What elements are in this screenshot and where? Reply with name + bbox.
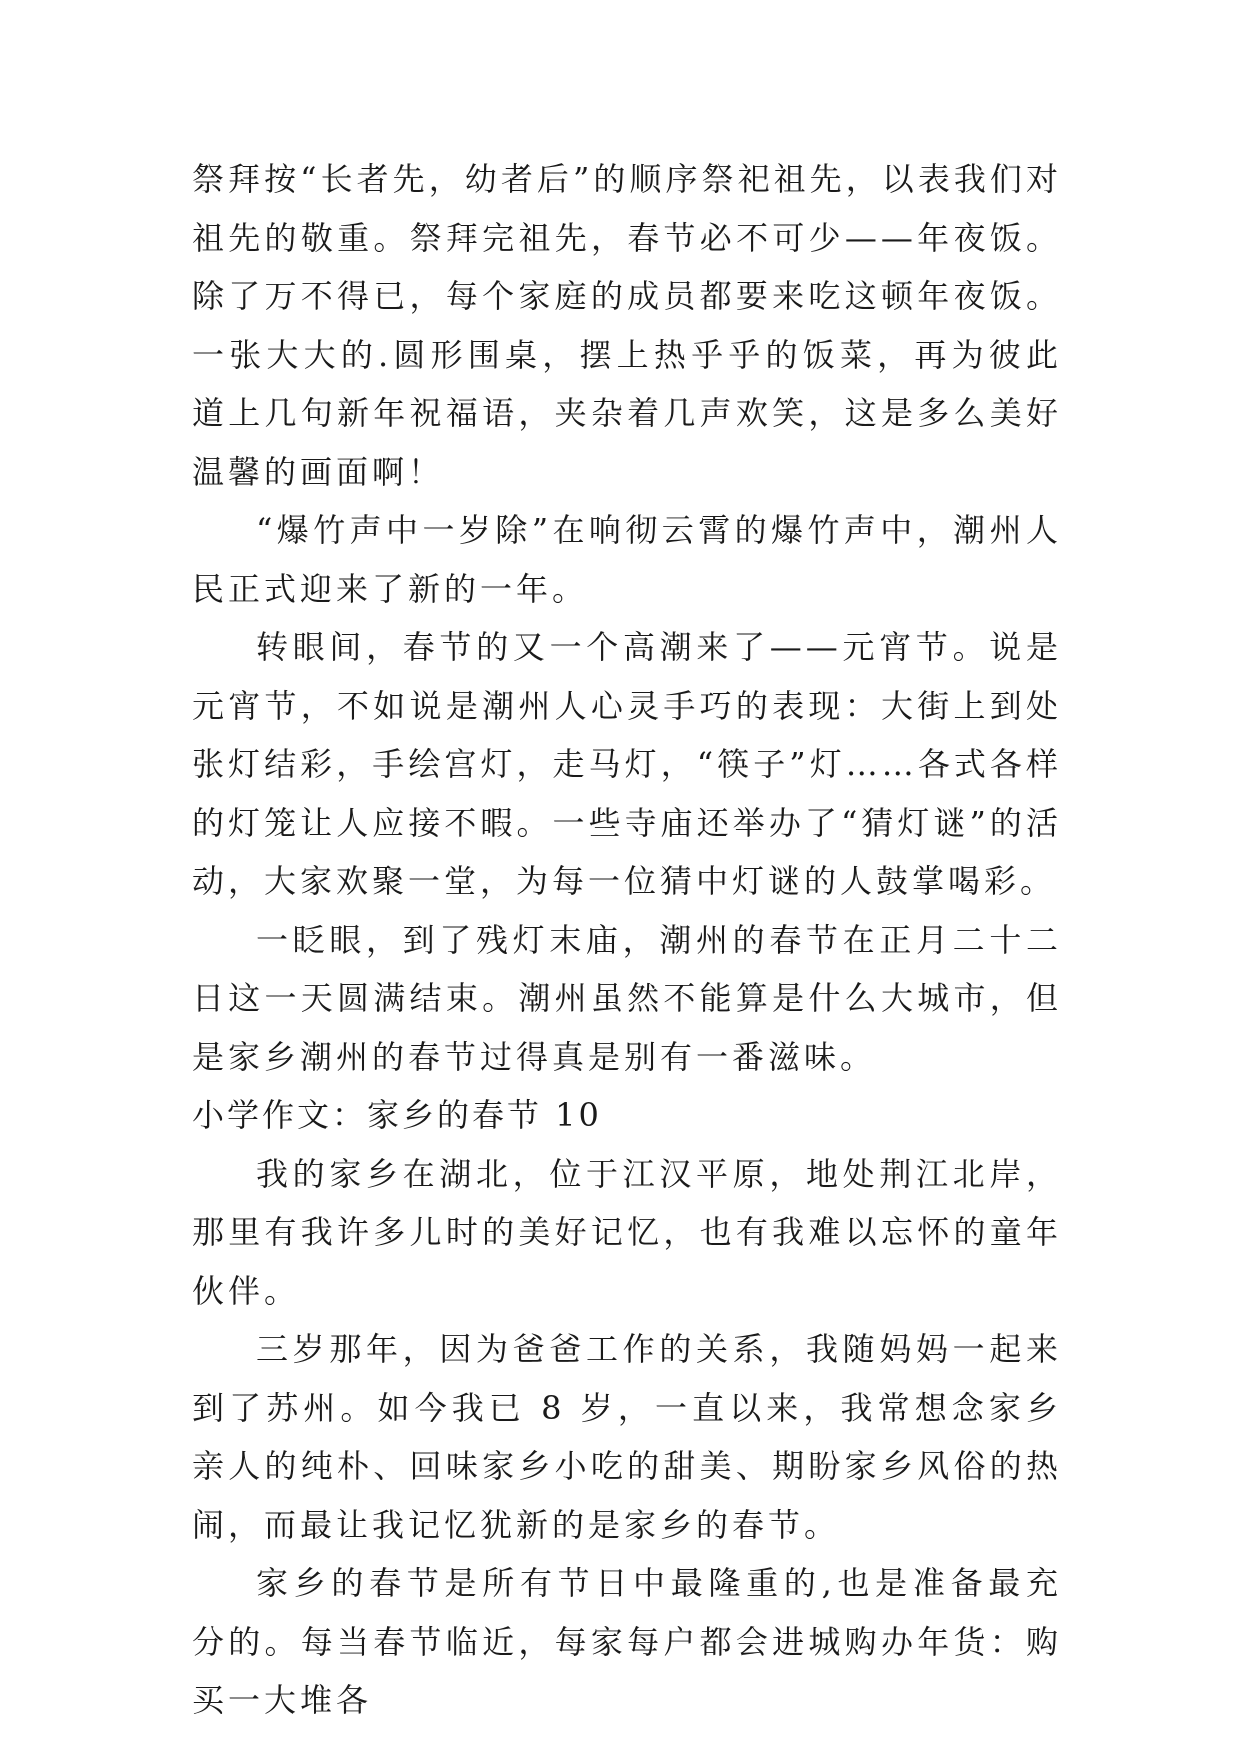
paragraph: “爆竹声中一岁除”在响彻云霄的爆竹声中，潮州人民正式迎来了新的一年。 [192, 511, 1062, 608]
document-body [192, 150, 1062, 1730]
paragraph: 三岁那年，因为爸爸工作的关系，我随妈妈一起来到了苏州。如今我已 8 岁，一直以来，我常想念家乡亲人的纯朴、回味家乡小吃的甜美、期盼家乡风俗的热闹，而最让我记忆犹新的是家乡的春节。 [192, 1330, 1062, 1544]
paragraph: 我的家乡在湖北，位于江汉平原，地处荆江北岸，那里有我许多儿时的美好记忆，也有我难以忘怀的童年伙伴。 [192, 1154, 1062, 1310]
paragraph: 家乡的春节是所有节日中最隆重的,也是准备最充分的。每当春节临近，每家每户都会进城购办年货：购买一大堆各 [192, 1564, 1062, 1719]
section-title: 小学作文：家乡的春节 10 [192, 1096, 602, 1134]
paragraph: 一眨眼，到了残灯末庙，潮州的春节在正月二十二日这一天圆满结束。潮州虽然不能算是什么大城市，但是家乡潮州的春节过得真是别有一番滋味。 [192, 920, 1062, 1076]
paragraph: 转眼间，春节的又一个高潮来了——元宵节。说是元宵节，不如说是潮州人心灵手巧的表现：大街上到处张灯结彩，手绘宫灯，走马灯，“筷子”灯……各式各样的灯笼让人应接不暇。一些寺庙还举办了“猜灯谜”的活动，大家欢聚一堂，为每一位猜中灯谜的人鼓掌喝彩。 [192, 628, 1062, 900]
paragraph-continuation: 祭拜按“长者先，幼者后”的顺序祭祀祖先，以表我们对祖先的敬重。祭拜完祖先，春节必不可少——年夜饭。除了万不得已，每个家庭的成员都要来吃这顿年夜饭。一张大大的.圆形围桌，摆上热乎乎的饭菜，再为彼此道上几句新年祝福语，夹杂着几声欢笑，这是多么美好温馨的画面啊！ [192, 160, 1062, 491]
